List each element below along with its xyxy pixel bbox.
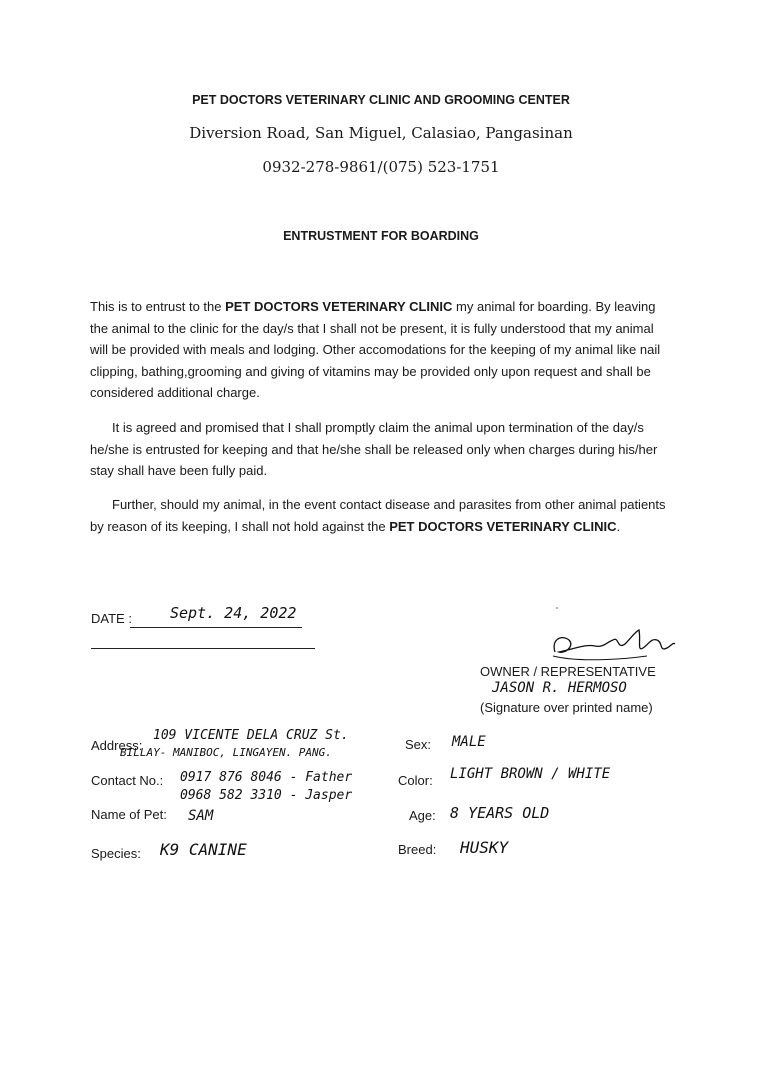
document-title: ENTRUSTMENT FOR BOARDING [283, 229, 479, 243]
paragraph-1-start: This is to entrust to the [90, 299, 226, 314]
date-value: Sept. 24, 2022 [170, 604, 297, 622]
color-value: LIGHT BROWN / WHITE [450, 766, 611, 782]
species-label: Species: [91, 846, 141, 861]
contact-label: Contact No.: [91, 773, 164, 788]
pet-name-value: SAM [188, 808, 214, 824]
breed-label: Breed: [398, 842, 437, 857]
paragraph-3-end: . [616, 518, 621, 534]
date-label: DATE : [91, 611, 132, 626]
blank-line [91, 648, 315, 649]
sex-label: Sex: [405, 737, 432, 752]
clinic-address: Diversion Road, San Miguel, Calasiao, Pangasinan [189, 124, 573, 142]
species-value: K9 CANINE [160, 840, 247, 859]
paragraph-2: It is agreed and promised that I shall promptly claim the animal upon termination of the day/s he/she is entrusted for keeping and that he/she shall be released only when charges during his/her stay shall have been fully paid. [90, 420, 658, 478]
paragraph-1-clinic: PET DOCTORS VETERINARY CLINIC [225, 299, 453, 314]
contact-line-2: 0968 582 3310 - Jasper [180, 788, 353, 803]
age-value: 8 YEARS OLD [450, 804, 550, 822]
paragraph-3 [90, 494, 672, 537]
address-label: Address: [91, 738, 143, 753]
tick-mark: ˈ [555, 605, 559, 619]
paragraph-1-rest: my animal for boarding. By leaving the animal to the clinic for the day/s that I shall not be present, it is fully understood that my animal will be provided with meals and lodging. Other accomodations for the keeping of my animal like nail clipping, bathing,grooming and giving of vitamins may be provided only upon request and shall be considered additional charge. [90, 299, 661, 400]
signature-note: (Signature over printed name) [480, 700, 653, 715]
clinic-phone: 0932-278-9861/(075) 523-1751 [262, 158, 500, 176]
paragraph-3-clinic: PET DOCTORS VETERINARY CLINIC [389, 518, 617, 534]
pet-name-label: Name of Pet: [91, 807, 167, 822]
date-underline [130, 627, 302, 628]
paragraph-3-start: Further, should my animal, in the event contact disease and parasites from other animal patients by reason of its keeping, I shall not hold against the [90, 497, 666, 534]
address-line-1: 109 VICENTE DELA CRUZ St. [153, 728, 349, 743]
owner-representative-label: OWNER / REPRESENTATIVE [480, 664, 656, 679]
contact-line-1: 0917 876 8046 - Father [180, 770, 353, 785]
sex-value: MALE [452, 734, 486, 750]
breed-value: HUSKY [460, 838, 509, 857]
age-label: Age: [409, 808, 436, 823]
printed-name: JASON R. HERMOSO [492, 680, 627, 696]
paragraph-1 [90, 296, 672, 404]
address-line-2: BILLAY- MANIBOC, LINGAYEN. PANG. [120, 746, 332, 759]
clinic-name: PET DOCTORS VETERINARY CLINIC AND GROOMING CENTER [192, 93, 570, 107]
color-label: Color: [398, 773, 433, 788]
signature-scribble [547, 622, 677, 664]
